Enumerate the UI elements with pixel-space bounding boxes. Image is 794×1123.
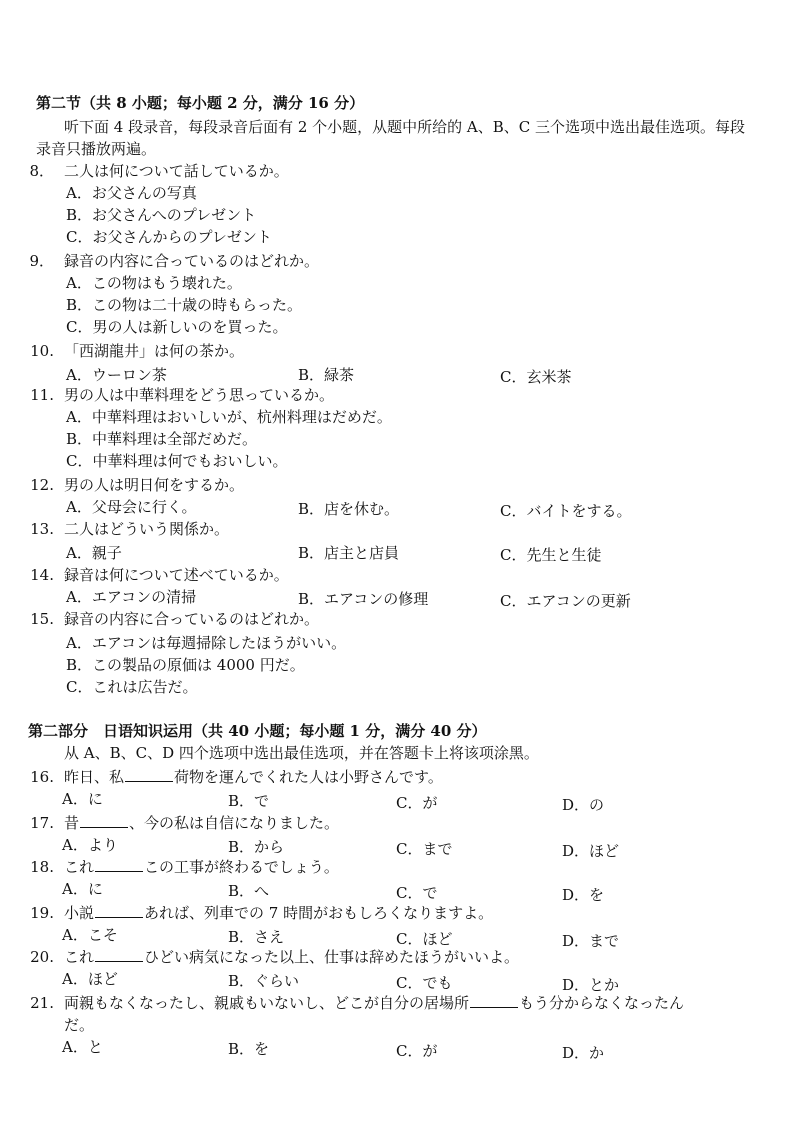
option-d: D．を: [562, 886, 605, 904]
question-number: 21.: [30, 994, 54, 1012]
option-a: A．この物はもう壊れた。: [66, 274, 242, 292]
option-b: B．から: [228, 838, 285, 856]
section-2-instruction: 听下面 4 段录音，每段录音后面有 2 个小题，从题中所给的 A、B、C 三个选项中选出最佳选项。每段录音只播放两遍。: [36, 118, 746, 158]
question-text: [64, 812, 339, 834]
question-text: 男の人は中華料理をどう思っているか。: [64, 386, 335, 404]
option-b: B．ぐらい: [228, 972, 300, 990]
question-text: [64, 766, 443, 788]
option-a: A．父母会に行く。: [66, 498, 197, 516]
question-number: 15.: [30, 610, 54, 628]
option-c: C．エアコンの更新: [500, 592, 631, 610]
question-text: 男の人は明日何をするか。: [64, 476, 245, 494]
option-a: A．エアコンの清掃: [66, 588, 197, 606]
option-b: B．で: [228, 792, 270, 810]
option-a: A．お父さんの写真: [66, 184, 197, 202]
question-number: 8．: [29, 162, 54, 180]
option-b: B．この物は二十歳の時もらった。: [66, 296, 303, 314]
question-text-continued: だ。: [64, 1016, 95, 1034]
text-after-blank: 荷物を運んでくれた人は小野さんです。: [174, 768, 443, 786]
text-after-blank: この工事が終わるでしょう。: [144, 858, 339, 876]
question-number: 12.: [30, 476, 54, 494]
option-b: B．お父さんへのプレゼント: [66, 206, 257, 224]
question-number: 10.: [30, 342, 54, 360]
part-2-heading: 第二部分 日语知识运用（共 40 小题；每小题 1 分，满分 40 分）: [28, 722, 487, 740]
option-d: D．とか: [562, 976, 620, 994]
option-a: A．に: [62, 790, 103, 808]
text-before-blank: 昔: [64, 814, 80, 832]
part-2-instruction: 从 A、B、C、D 四个选项中选出最佳选项，并在答题卡上将该项涂黑。: [64, 744, 539, 762]
question-number: 13.: [30, 520, 54, 538]
option-a: A．ほど: [62, 970, 118, 988]
question-text: 録音は何について述べているか。: [64, 566, 289, 584]
answer-blank: [80, 813, 128, 828]
question-number: 18.: [30, 858, 54, 876]
question-text: [64, 856, 339, 878]
text-before-blank: 昨日、私: [64, 768, 125, 786]
question-text: [64, 946, 519, 968]
question-number: 14.: [30, 566, 54, 584]
question-text: 録音の内容に合っているのはどれか。: [64, 610, 320, 628]
option-c: C．中華料理は何でもおいしい。: [66, 452, 288, 470]
option-a: A．中華料理はおいしいが、杭州料理はだめだ。: [66, 408, 392, 426]
option-d: D．ほど: [562, 842, 620, 860]
option-b: B．緑茶: [298, 366, 355, 384]
text-before-blank: 小説: [64, 904, 95, 922]
option-a: A．エアコンは毎週掃除したほうがいい。: [66, 634, 347, 652]
option-a: A．に: [62, 880, 103, 898]
question-number: 20.: [30, 948, 54, 966]
text-after-blank: ひどい病気になった以上、仕事は辞めたほうがいいよ。: [144, 948, 520, 966]
answer-blank: [95, 947, 143, 962]
option-a: A．ウーロン茶: [66, 366, 167, 384]
answer-blank: [125, 767, 173, 782]
option-b: B．を: [228, 1040, 270, 1058]
option-c: C．バイトをする。: [500, 502, 632, 520]
answer-blank: [95, 857, 143, 872]
option-c: C．で: [396, 884, 438, 902]
option-d: D．か: [562, 1044, 605, 1062]
option-b: B．店を休む。: [298, 500, 400, 518]
option-c: C．が: [396, 794, 438, 812]
question-text: 「西湖龍井」は何の茶か。: [64, 342, 245, 360]
option-b: B．この製品の原価は 4000 円だ。: [66, 656, 305, 674]
option-d: D．の: [562, 796, 605, 814]
text-after-blank: もう分からなくなったん: [519, 994, 685, 1012]
option-b: B．へ: [228, 882, 270, 900]
option-a: A．親子: [66, 544, 122, 562]
option-a: A．こそ: [62, 926, 118, 944]
option-a: A．と: [62, 1038, 103, 1056]
question-number: 9．: [29, 252, 54, 270]
option-c: C．が: [396, 1042, 438, 1060]
text-before-blank: これ: [64, 858, 95, 876]
question-text: 録音の内容に合っているのはどれか。: [64, 252, 320, 270]
text-after-blank: あれば、列車での 7 時間がおもしろくなりますよ。: [144, 904, 494, 922]
question-text: [64, 992, 684, 1014]
option-c: C．お父さんからのプレゼント: [66, 228, 272, 246]
question-number: 11.: [30, 386, 54, 404]
option-c: C．まで: [396, 840, 453, 858]
option-c: C．ほど: [396, 930, 453, 948]
option-a: A．より: [62, 836, 118, 854]
text-before-blank: 両親もなくなったし、親戚もいないし、どこが自分の居場所: [64, 994, 470, 1012]
question-number: 19.: [30, 904, 54, 922]
option-c: C．これは広告だ。: [66, 678, 198, 696]
question-number: 17.: [30, 814, 54, 832]
option-c: C．男の人は新しいのを買った。: [66, 318, 288, 336]
option-c: C．でも: [396, 974, 453, 992]
text-before-blank: これ: [64, 948, 95, 966]
text-after-blank: 、今の私は自信になりました。: [129, 814, 340, 832]
option-b: B．さえ: [228, 928, 285, 946]
option-b: B．店主と店員: [298, 544, 400, 562]
answer-blank: [95, 903, 143, 918]
option-c: C．玄米茶: [500, 368, 572, 386]
section-2-heading: 第二节（共 8 小题；每小题 2 分，满分 16 分）: [36, 94, 365, 112]
answer-blank: [470, 993, 518, 1008]
option-b: B．中華料理は全部だめだ。: [66, 430, 258, 448]
option-c: C．先生と生徒: [500, 546, 602, 564]
option-b: B．エアコンの修理: [298, 590, 429, 608]
question-text: 二人はどういう関係か。: [64, 520, 230, 538]
option-d: D．まで: [562, 932, 620, 950]
question-text: [64, 902, 493, 924]
question-number: 16.: [30, 768, 54, 786]
question-text: 二人は何について話しているか。: [64, 162, 289, 180]
